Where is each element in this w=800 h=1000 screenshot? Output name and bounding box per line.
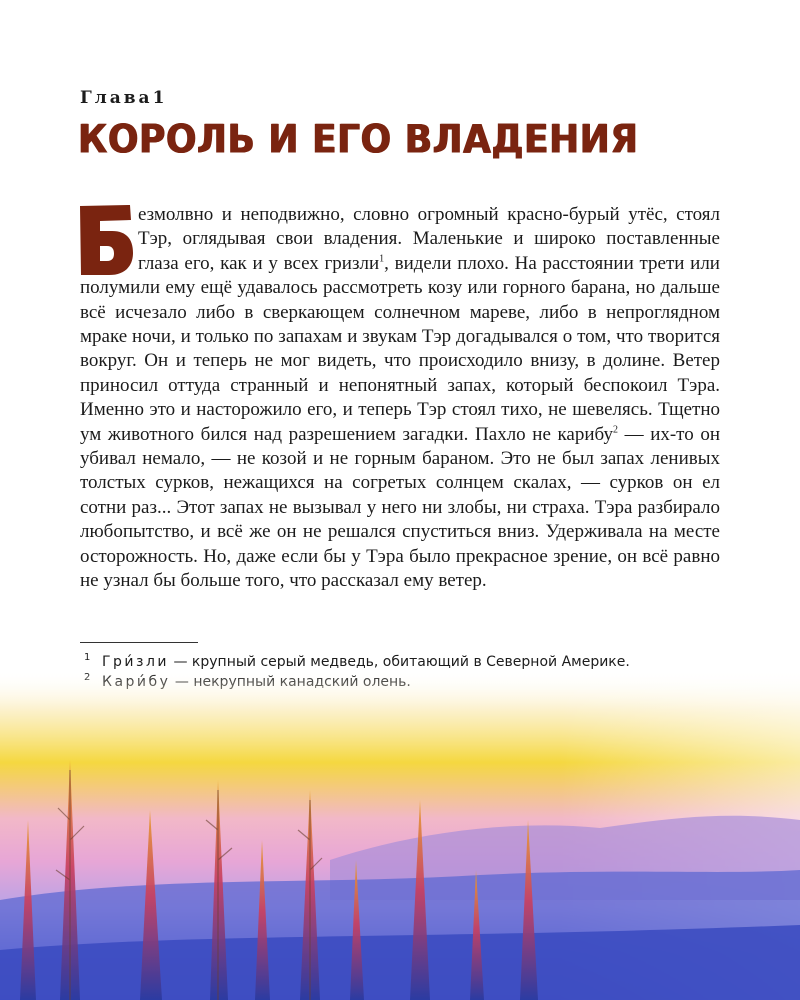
footnote-definition: — крупный серый медведь, обитающий в Северной Америке. bbox=[169, 654, 630, 670]
footnote-ref-2[interactable]: 2 bbox=[612, 424, 618, 436]
footnote-1 bbox=[80, 652, 630, 672]
body-text bbox=[80, 203, 720, 594]
paragraph-part-1: езмолвно и неподвижно, словно огромный красно-бурый утёс, стоял Тэр, оглядывая свои владения. Маленькие и широко поставленные глаза его, как и у всех гризли bbox=[138, 204, 720, 274]
footnote-number: 1 bbox=[84, 652, 91, 663]
footnote-ref-1[interactable]: 1 bbox=[379, 253, 385, 265]
paragraph-part-3: — их-то он убивал немало, — не козой и не горным бараном. Это не был запах ленивых толстых сурков, нежащихся на согретых солнцем скалах, — сурков он ел сотни раз... Этот запах не вызывал у него ни злобы, ни страха. Тэра разбирало любопытство, и всё же он не решался спуститься вниз. Удерживала на месте осторожность. Но, даже если бы у Тэра было прекрасное зрение, он всё равно не узнал бы больше того, что рассказал ему ветер. bbox=[80, 423, 721, 592]
landscape-illustration bbox=[0, 670, 800, 1000]
footnote-term: Гри́зли bbox=[102, 654, 170, 670]
footnote-divider bbox=[80, 642, 198, 643]
dropcap bbox=[78, 204, 134, 276]
chapter-title: КОРОЛЬ И ЕГО ВЛАДЕНИЯ bbox=[78, 118, 639, 163]
paragraph-part-2: , видели плохо. На расстоянии трети или полумили ему ещё удавалось рассмотреть козу или горного барана, но дальше всё исчезало либо в сверкающем солнечном мареве, либо в непроглядном мраке ночи, и только по запахам и звукам Тэр догадывался о том, что творится вокруг. Он и теперь не мог видеть, что происходило внизу, в долине. Ветер приносил оттуда странный и непонятный запах, который беспокоил Тэра. Именно это и насторожило его, и теперь Тэр стоял тихо, не шевелясь. Тщетно ум животного бился над разрешением загадки. Пахло не карибу bbox=[80, 252, 720, 445]
dropcap-letter bbox=[78, 276, 79, 277]
chapter-label: Глава1 bbox=[80, 88, 168, 108]
